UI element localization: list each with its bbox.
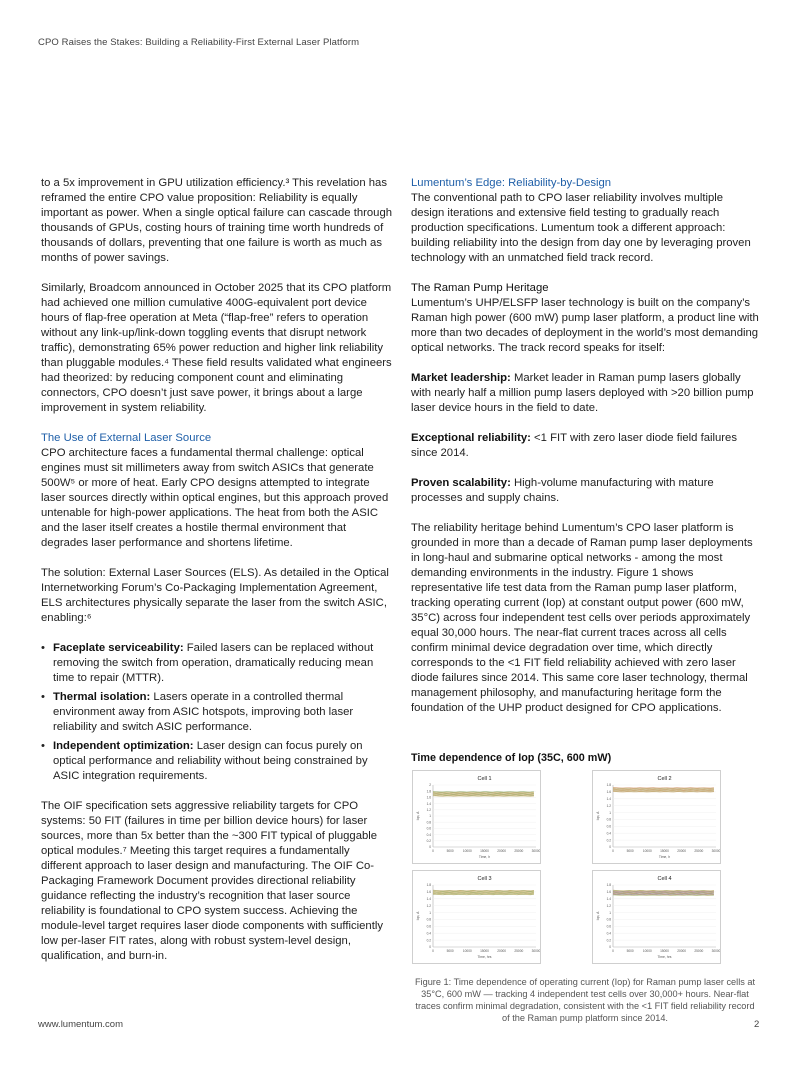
chart-panel-cell-2 — [592, 770, 721, 864]
y-tick-label: 1.6 — [426, 795, 431, 800]
x-tick-label: 30000 — [531, 949, 540, 953]
y-tick-label: 0.8 — [426, 820, 431, 825]
y-tick-label: 1 — [429, 910, 431, 915]
y-tick-label: 0.8 — [426, 917, 431, 922]
y-tick-label: 1.4 — [426, 896, 431, 901]
y-tick-label: 2 — [429, 783, 431, 788]
x-tick-label: 25000 — [694, 949, 704, 953]
chart-cell-4 — [593, 871, 720, 963]
chart-title: Cell 4 — [657, 876, 672, 882]
x-tick-label: 0 — [612, 849, 614, 853]
exc-title: Exceptional reliability: — [411, 432, 531, 444]
y-tick-label: 1.6 — [426, 890, 431, 895]
y-axis-label: Iop, A — [416, 911, 420, 921]
x-tick-label: 0 — [432, 949, 434, 953]
chart-cell-1 — [413, 771, 540, 863]
market-title: Market leadership: — [411, 372, 511, 384]
chart-cell-2 — [593, 771, 720, 863]
chart-cell-3 — [413, 871, 540, 963]
bullet-title: Thermal isolation: — [53, 691, 151, 703]
y-tick-label: 0.8 — [606, 817, 611, 822]
y-tick-label: 0 — [429, 845, 431, 850]
prov-title: Proven scalability: — [411, 477, 511, 489]
right-column — [411, 176, 759, 731]
y-tick-label: 1.2 — [426, 903, 431, 908]
section-heading-els: The Use of External Laser Source — [41, 432, 212, 444]
running-header: CPO Raises the Stakes: Building a Reliability-First External Laser Platform — [38, 37, 360, 48]
chart-panel-cell-3 — [412, 870, 541, 964]
paragraph: The solution: External Laser Sources (ELS). As detailed in the Optical Internetworking Forum’s Co-Packaging Implementation Agreement, ELS architectures physically separate the laser from the switch ASIC, enabling:⁶ — [41, 567, 389, 624]
chart-title: Cell 3 — [477, 876, 492, 882]
x-tick-label: 20000 — [677, 849, 687, 853]
y-tick-label: 1.4 — [606, 896, 611, 901]
paragraph: Similarly, Broadcom announced in October 2025 that its CPO platform had achieved one million cumulative 400G-equivalent port device hours of flap-free operation at Meta (“flap-free” refers to operation without any link-up/link-down toggling events that disrupt network traffic), demonstrating 65% power reduction and higher link reliability than pluggable modules.⁴ These field results validated what engineers had theorized: by reducing component count and eliminating connectors, CPO doesn’t just save power, it brings about a large improvement in system reliability. — [41, 282, 392, 414]
y-axis-label: Iop, A — [416, 811, 420, 821]
y-axis-label: Iop, A — [596, 911, 600, 921]
y-tick-label: 1.2 — [606, 903, 611, 908]
figure-title: Time dependence of Iop (35C, 600 mW) — [411, 752, 612, 764]
exceptional-reliability-paragraph — [411, 431, 759, 461]
x-tick-label: 15000 — [480, 949, 489, 953]
y-tick-label: 0.6 — [426, 924, 431, 929]
market-text: Market leader in Raman pump lasers globally with nearly half a million pump lasers deployed with >20 billion pump laser device hours in the field to date. — [411, 372, 754, 414]
paragraph: The conventional path to CPO laser reliability involves multiple design iterations and extensive field testing to gradually reach production specifications. Lumentum took a different approach: building reliability into the design from day one by leveraging proven technology with an unmatched field track record. — [411, 192, 751, 264]
y-tick-label: 0.2 — [606, 938, 611, 943]
y-tick-label: 1.8 — [606, 783, 611, 788]
series-line — [433, 890, 534, 891]
chart-panel-cell-1 — [412, 770, 541, 864]
exc-text: <1 FIT with zero laser diode field failures since 2014. — [411, 432, 737, 459]
x-tick-label: 5000 — [446, 949, 454, 953]
chart-title: Cell 2 — [657, 776, 672, 782]
x-tick-label: 10000 — [462, 949, 472, 953]
bullet-text: Lasers operate in a controlled thermal environment away from ASIC hotspots, improving both laser reliability and switch ASIC performance. — [53, 691, 354, 733]
x-tick-label: 15000 — [660, 849, 669, 853]
bullet-text: Laser design can focus purely on optical performance and reliability without being constrained by ASIC integration requirements. — [53, 740, 368, 782]
x-tick-label: 15000 — [660, 949, 669, 953]
x-tick-label: 10000 — [642, 849, 652, 853]
y-tick-label: 0.2 — [426, 839, 431, 843]
bullet-title: Faceplate serviceability: — [53, 642, 184, 654]
x-tick-label: 25000 — [514, 849, 524, 853]
y-tick-label: 1.8 — [426, 883, 431, 888]
paragraph: to a 5x improvement in GPU utilization efficiency.³ This revelation has reframed the entire CPO value proposition: Reliability is equally important as power. When a single optical failure can cascade through thousands of GPUs, costing hours of training time worth hundreds of thousands of dollars, preventing that one failure is worth as much as months of power savings. — [41, 177, 393, 264]
chart-panel-cell-4 — [592, 870, 721, 964]
paragraph: The OIF specification sets aggressive reliability targets for CPO systems: 50 FIT (failures in time per billion device hours) for laser sources, more than 5x better than the ~300 FIT typical of pluggable optical modules.⁷ Meeting this target requires a fundamentally different approach to laser design and manufacturing. The OIF Co-Packaging Framework Document provides directional reliability guidance reflecting the industry’s recognition that laser source reliability is foundational to CPO system success. Achieving the module-level target requires laser diode components with sufficiently low per-laser FIT rates, along with robust system-level design, qualification, and burn-in. — [41, 800, 384, 962]
y-tick-label: 1.8 — [606, 883, 611, 888]
x-tick-label: 0 — [612, 949, 614, 953]
y-tick-label: 0.6 — [606, 924, 611, 929]
y-axis-label: Iop, A — [596, 811, 600, 821]
footer-url: www.lumentum.com — [38, 1019, 123, 1030]
y-tick-label: 1.4 — [606, 796, 611, 801]
chart-title: Cell 1 — [477, 776, 492, 782]
x-tick-label: 25000 — [514, 949, 524, 953]
x-axis-label: Time, hrs — [657, 955, 672, 959]
y-tick-label: 0.4 — [426, 931, 431, 936]
x-tick-label: 5000 — [626, 949, 634, 953]
x-tick-label: 30000 — [711, 849, 720, 853]
y-tick-label: 0.8 — [606, 917, 611, 922]
series-line — [433, 791, 534, 792]
x-tick-label: 20000 — [497, 949, 507, 953]
x-tick-label: 20000 — [497, 849, 507, 853]
y-tick-label: 1 — [609, 910, 611, 915]
y-tick-label: 1.6 — [606, 790, 611, 795]
y-tick-label: 0.4 — [426, 832, 431, 837]
x-axis-label: Time, h — [658, 855, 671, 859]
y-tick-label: 0.6 — [606, 824, 611, 829]
benefits-list — [41, 641, 393, 784]
x-axis-label: Time, hrs — [477, 955, 492, 959]
list-item — [53, 641, 393, 686]
y-tick-label: 0.4 — [606, 931, 611, 936]
bullet-text: Failed lasers can be replaced without removing the switch from operation, dramatically reducing mean time to repair (MTTR). — [53, 642, 374, 684]
series-line — [613, 890, 714, 891]
figure-caption: Figure 1: Time dependence of operating current (Iop) for Raman pump laser cells at 35°C, 600 mW — tracking 4 independent test cells over 30,000+ hours. Near-flat traces confirm minimal degradation, consistent with the <1 FIT field reliability record of the Raman pump platform since 2014. — [414, 977, 756, 1023]
prov-text: High-volume manufacturing with mature processes and supply chains. — [411, 477, 714, 504]
y-tick-label: 0.6 — [426, 826, 431, 831]
paragraph: CPO architecture faces a fundamental thermal challenge: optical engines must sit millimeters away from switch ASICs that generate 500W⁵ or more of heat. Early CPO designs attempted to integrate laser sources directly within optical engines, but this approach proved untenable for high-power applications. The heat from both the ASIC and the laser itself creates a hostile thermal environment that degrades laser performance and shortens lifetime. — [41, 447, 389, 549]
y-tick-label: 1.2 — [426, 808, 431, 812]
paragraph: Lumentum’s UHP/ELSFP laser technology is built on the company’s Raman high power (600 mW) pump laser platform, a product line with more than two decades of deployment in the world’s most demanding optical networks. The track record speaks for itself: — [411, 297, 759, 354]
y-tick-label: 0.2 — [426, 938, 431, 943]
proven-scalability-paragraph — [411, 476, 759, 506]
y-tick-label: 1.8 — [426, 789, 431, 794]
x-tick-label: 30000 — [711, 949, 720, 953]
series-line — [613, 787, 714, 788]
x-tick-label: 10000 — [642, 949, 652, 953]
y-tick-label: 1.6 — [606, 890, 611, 895]
x-tick-label: 20000 — [677, 949, 687, 953]
page-number: 2 — [754, 1019, 760, 1030]
x-tick-label: 15000 — [480, 849, 489, 853]
y-tick-label: 0 — [609, 845, 611, 850]
list-item — [53, 690, 393, 735]
section-heading-edge: Lumentum’s Edge: Reliability-by-Design — [411, 177, 612, 189]
y-tick-label: 1.2 — [606, 803, 611, 808]
x-axis-label: Time, h — [478, 855, 491, 859]
bullet-title: Independent optimization: — [53, 740, 194, 752]
subheading-raman: The Raman Pump Heritage — [411, 282, 549, 294]
y-tick-label: 1.4 — [426, 801, 431, 806]
x-tick-label: 30000 — [531, 849, 540, 853]
y-tick-label: 0 — [429, 945, 431, 950]
y-tick-label: 1 — [429, 814, 431, 819]
left-column — [41, 176, 393, 979]
list-item — [53, 739, 393, 784]
y-tick-label: 1 — [609, 810, 611, 815]
market-leadership-paragraph — [411, 371, 759, 416]
y-tick-label: 0.2 — [606, 838, 611, 843]
paragraph: The reliability heritage behind Lumentum’s CPO laser platform is grounded in more than a decade of Raman pump laser deployments in long-haul and submarine optical networks - among the most demanding environments in the industry. Figure 1 shows representative life test data from the Raman pump laser platform, tracking operating current (Iop) at constant output power (600 mW, 35°C) across four independent test cells over periods approximately equal 30,000 hours. The near-flat current traces across all cells confirm minimal device degradation over time, which directly corresponds to the <1 FIT field reliability achieved with zero laser diode failures since 2014. This same core laser technology, thermal management philosophy, and manufacturing heritage form the foundation of the UHP product designed for CPO applications. — [411, 522, 753, 714]
x-tick-label: 0 — [432, 849, 434, 853]
y-tick-label: 0 — [609, 945, 611, 950]
x-tick-label: 25000 — [694, 849, 704, 853]
x-tick-label: 10000 — [462, 849, 472, 853]
y-tick-label: 0.4 — [606, 831, 611, 836]
x-tick-label: 5000 — [446, 849, 454, 853]
x-tick-label: 5000 — [626, 849, 634, 853]
